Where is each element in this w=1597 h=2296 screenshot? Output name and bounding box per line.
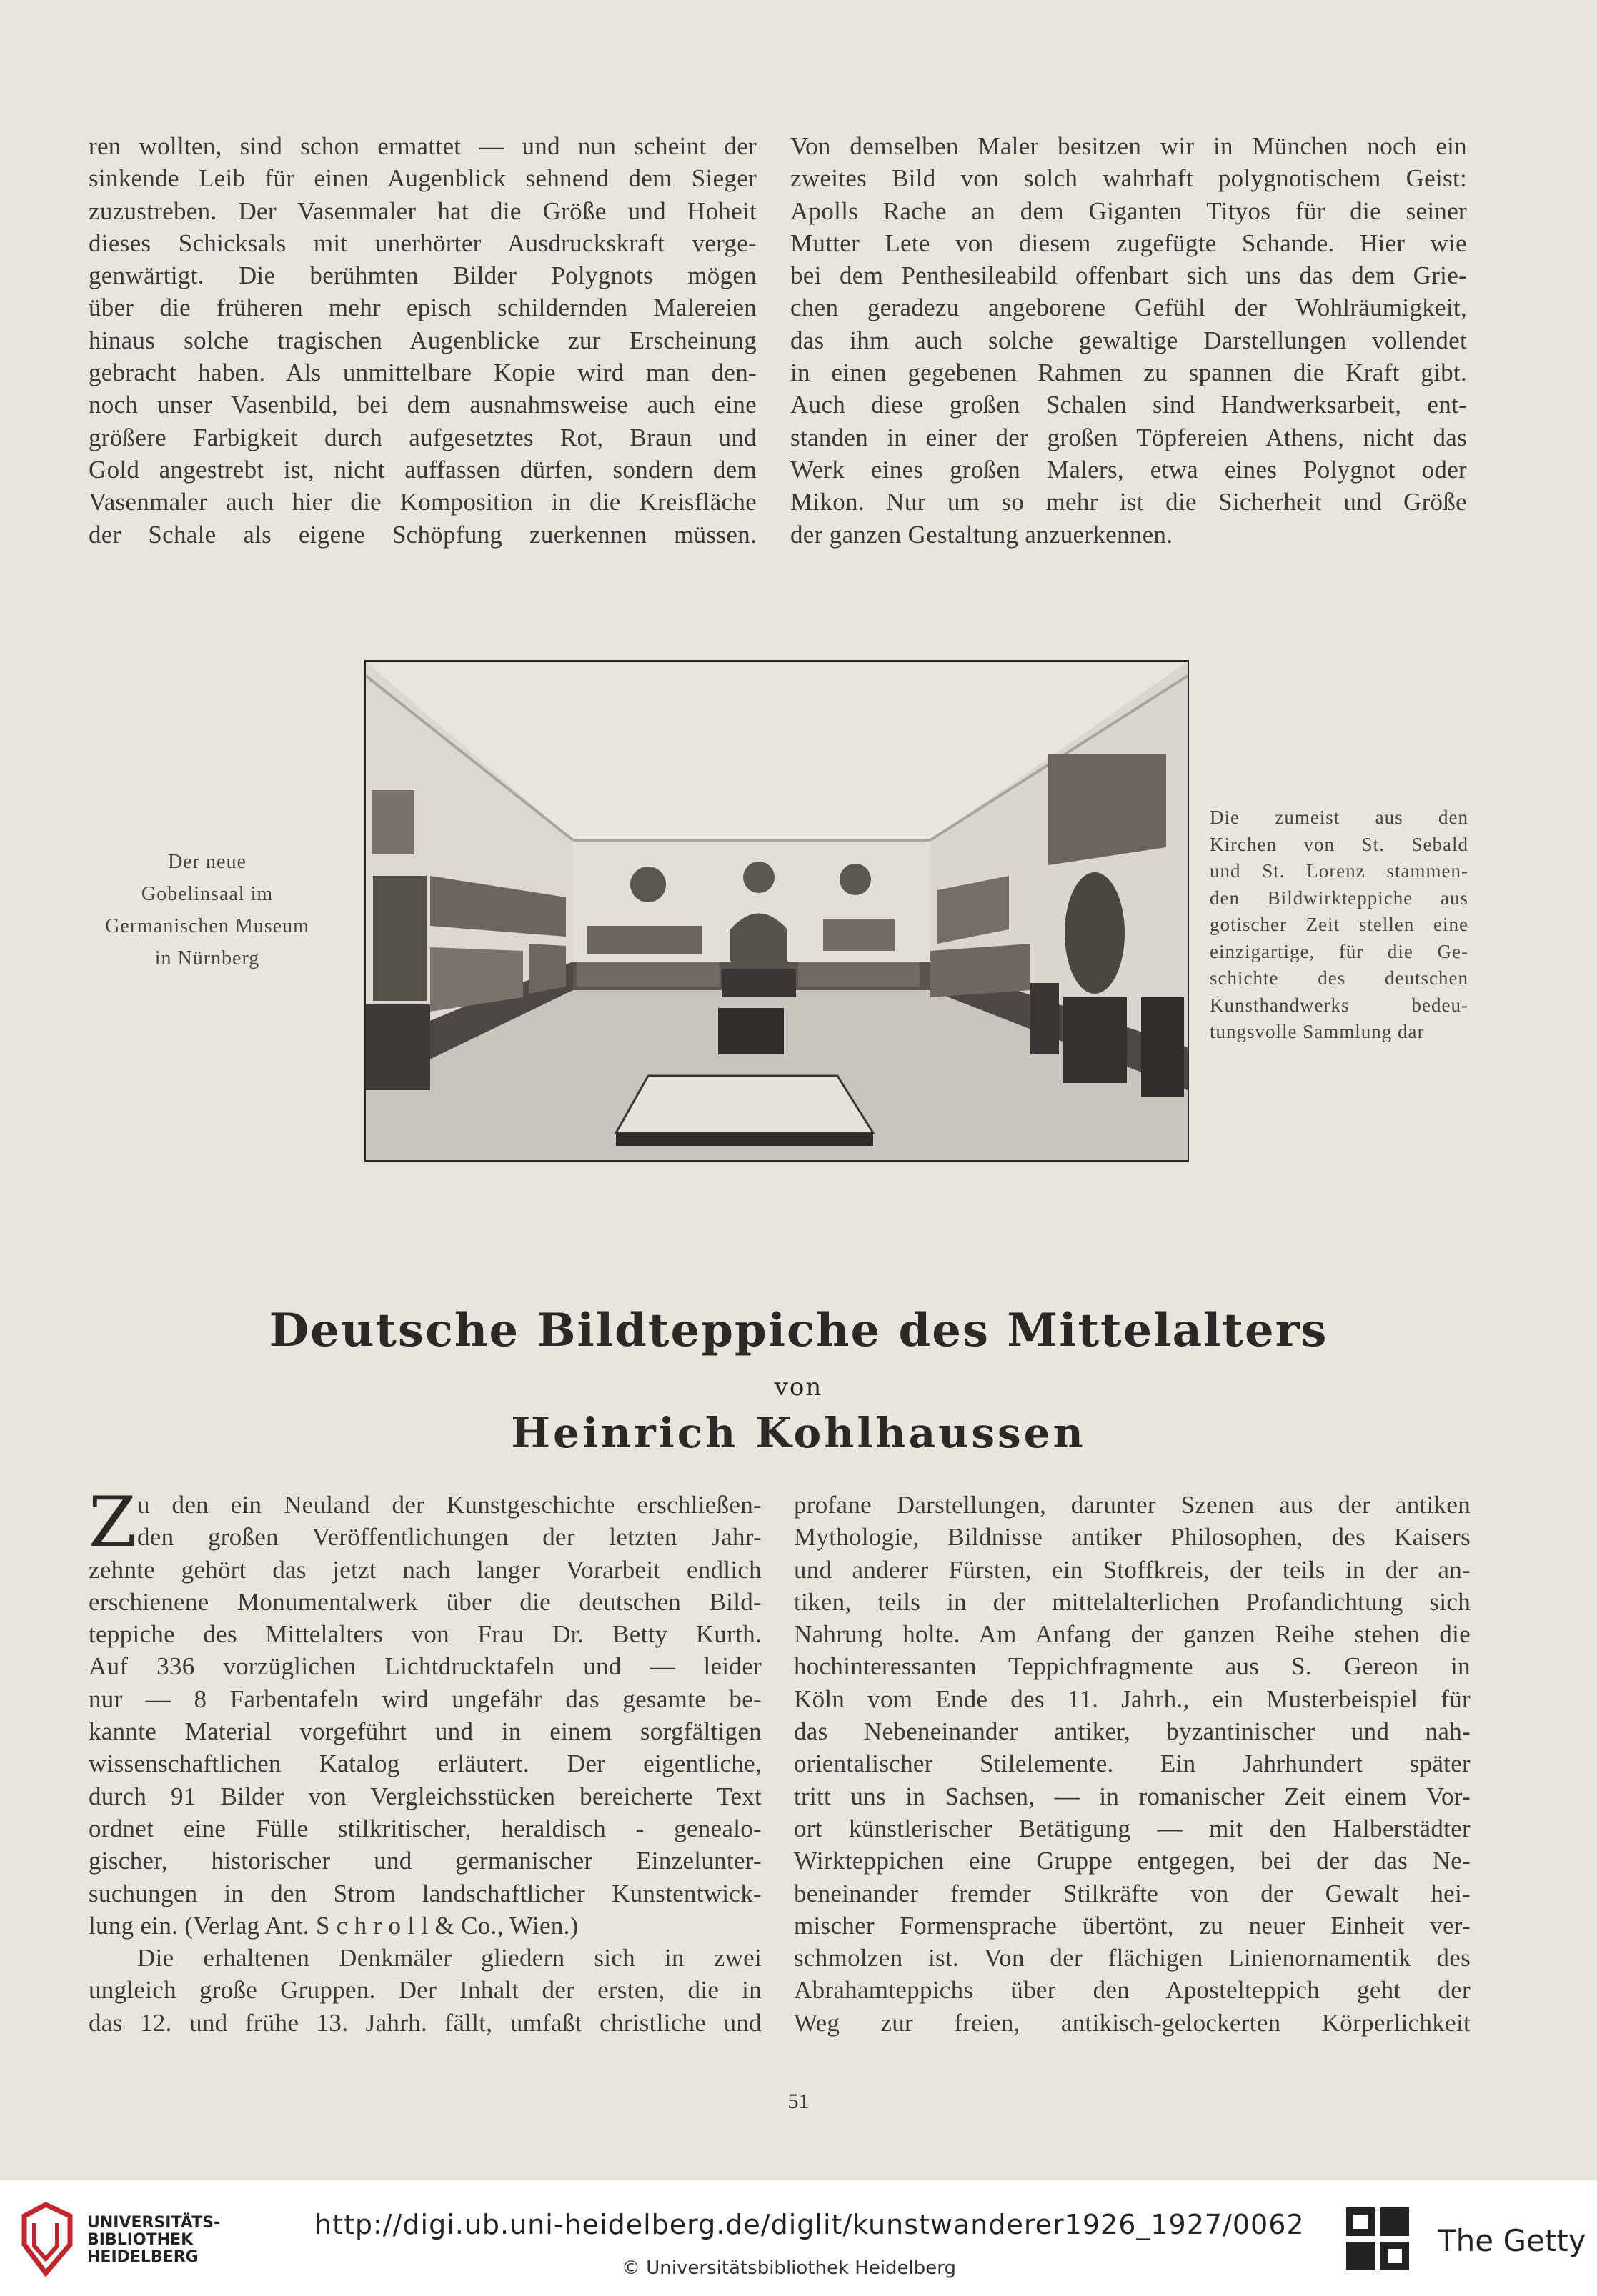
text-line: Auf 336 vorzüglichen Lichtdrucktafeln und — leider <box>89 1652 762 1681</box>
caption-line: tungsvolle Sammlung dar <box>1210 1021 1425 1042</box>
text-line: Von demselben Maler besitzen wir in München noch ein <box>790 132 1467 160</box>
text-line: erschienene Monumentalwerk über die deutschen Bild- <box>89 1587 762 1616</box>
caption-line: in Nürnberg <box>154 947 260 969</box>
text-line: genwärtigt. Die berühmten Bilder Polygnots mögen <box>89 261 757 290</box>
caption-line: schichte des deutschen <box>1210 967 1468 989</box>
text-line: Köln vom Ende des 11. Jahrh., ein Musterbeispiel für <box>794 1684 1471 1713</box>
text-line: orientalischer Stilelemente. Ein Jahrhundert später <box>794 1750 1471 1778</box>
text-line: in einen gegebenen Rahmen zu spannen die Kraft gibt. <box>790 359 1467 387</box>
caption-line: Die zumeist aus den <box>1210 807 1468 828</box>
photo-caption-left <box>79 846 336 974</box>
source-url-link[interactable]: http://digi.ub.uni-heidelberg.de/diglit/kunstwanderer1926_1927/0062 <box>314 2209 1305 2240</box>
text-line: dieses Schicksals mit unerhörter Ausdruckskraft verge- <box>89 229 757 257</box>
caption-line: Der neue <box>168 851 247 873</box>
caption-line: Kirchen von St. Sebald <box>1210 833 1468 855</box>
copyright-notice: © Universitätsbibliothek Heidelberg <box>622 2257 957 2279</box>
text-line: Werk eines großen Malers, etwa eines Polygnot oder <box>790 455 1467 484</box>
caption-line: Kunsthandwerks bedeu- <box>1210 994 1468 1016</box>
text-line: Gold angestrebt ist, nicht auffassen dürfen, sondern dem <box>89 455 757 484</box>
text-line: standen in einer der großen Töpfereien Athens, nicht das <box>790 423 1467 451</box>
text-line: kannte Material vorgeführt und in einem sorgfältigen <box>89 1717 762 1746</box>
text-line: Weg zur freien, antikisch-gelockerten Körperlichkeit <box>794 2008 1471 2037</box>
text-line: zuzustreben. Der Vasenmaler hat die Größe und Hoheit <box>89 196 757 225</box>
text-line: tiken, teils in der mittelalterlichen Profandichtung sich <box>794 1587 1471 1616</box>
photo-caption-right <box>1210 804 1468 1046</box>
text-line: Mythologie, Bildnisse antiker Philosophen, des Kaisers <box>794 1523 1471 1552</box>
text-line: Abrahamteppichs über den Apostelteppich geht der <box>794 1976 1471 2005</box>
text-line: der ganzen Gestaltung anzuerkennen. <box>790 520 1173 549</box>
text-line: hochinteressanten Teppichfragmente aus S. Gereon in <box>794 1652 1471 1681</box>
text-line: das 12. und frühe 13. Jahrh. fällt, umfaßt christliche und <box>89 2008 762 2037</box>
text-line: bei dem Penthesileabild offenbart sich uns das dem Grie- <box>790 261 1467 290</box>
text-line: zehnte gehört das jetzt nach langer Vorarbeit endlich <box>89 1555 762 1584</box>
text-line: lung ein. (Verlag Ant. S c h r o l l & Co., Wien.) <box>89 1911 579 1940</box>
text-line: profane Darstellungen, darunter Szenen aus der antiken <box>794 1491 1471 1519</box>
library-name-line: BIBLIOTHEK <box>87 2231 194 2249</box>
text-line: größere Farbigkeit durch aufgesetztes Rot, Braun und <box>89 423 757 451</box>
text-column-top-left <box>89 130 757 551</box>
text-line: durch 91 Bilder von Vergleichsstücken bereicherte Text <box>89 1782 762 1810</box>
text-line: Mikon. Nur um so mehr ist die Sicherheit und Größe <box>790 488 1467 516</box>
text-line: das Nebeneinander antiker, byzantinischer und nah- <box>794 1717 1471 1746</box>
text-line: und anderer Fürsten, ein Stoffkreis, der teils in der an- <box>794 1555 1471 1584</box>
caption-line: einzigartige, für die Ge- <box>1210 940 1468 962</box>
text-line: ren wollten, sind schon ermattet — und nun scheint der <box>89 132 757 160</box>
text-line: den großen Veröffentlichungen der letzten Jahr- <box>137 1523 762 1552</box>
text-line: das ihm auch solche gewaltige Darstellungen vollendet <box>790 326 1467 354</box>
text-line: sinkende Leib für einen Augenblick sehnend dem Sieger <box>89 164 757 193</box>
text-line: teppiche des Mittelalters von Frau Dr. Betty Kurth. <box>89 1620 762 1649</box>
text-line: zweites Bild von solch wahrhaft polygnotischem Geist: <box>790 164 1467 193</box>
text-line: schmolzen ist. Von der flächigen Linienornamentik des <box>794 1944 1471 1972</box>
article-author: Heinrich Kohlhaussen <box>511 1409 1086 1457</box>
text-line: ungleich große Gruppen. Der Inhalt der ersten, die in <box>89 1976 762 2005</box>
text-column-bottom-right <box>794 1489 1471 2039</box>
text-line: Vasenmaler auch hier die Komposition in die Kreisfläche <box>89 488 757 516</box>
page-number: 51 <box>787 2090 810 2113</box>
text-line: Wirkteppichen eine Gruppe entgegen, bei der das Ne- <box>794 1847 1471 1875</box>
library-name-line: UNIVERSITÄTS- <box>87 2214 221 2232</box>
text-line: tritt uns in Sachsen, — in romanischer Zeit einem Vor- <box>794 1782 1471 1810</box>
caption-line: Germanischen Museum <box>105 915 309 937</box>
digital-library-footer <box>0 2180 1597 2296</box>
text-column-bottom-left <box>89 1482 762 2039</box>
caption-line: und St. Lorenz stammen- <box>1210 860 1468 882</box>
library-name-line: HEIDELBERG <box>87 2248 199 2266</box>
text-line: nur — 8 Farbentafeln wird ungefähr das gesamte be- <box>89 1684 762 1713</box>
caption-line: Gobelinsaal im <box>141 883 274 905</box>
text-line: der Schale als eigene Schöpfung zuerkennen müssen. <box>89 520 757 549</box>
caption-line: den Bildwirkteppiche aus <box>1210 887 1468 909</box>
text-line: Apolls Rache an dem Giganten Tityos für die seiner <box>790 196 1467 225</box>
ub-heidelberg-logo-icon <box>17 2202 77 2282</box>
text-line: noch unser Vasenbild, bei dem ausnahmsweise auch eine <box>89 391 757 419</box>
text-column-top-right <box>790 130 1467 551</box>
library-name <box>87 2215 220 2266</box>
article-title: Deutsche Bildteppiche des Mittelalters <box>269 1304 1328 1357</box>
text-line: ort künstlerischer Betätigung — mit den Halberstädter <box>794 1814 1471 1842</box>
museum-hall-photograph <box>364 660 1189 1162</box>
text-line: gebracht haben. Als unmittelbare Kopie wird man den- <box>89 359 757 387</box>
getty-logo-icon <box>1343 2205 1412 2285</box>
text-line: ordnet eine Fülle stilkritischer, heraldisch - genealo- <box>89 1814 762 1842</box>
caption-line: gotischer Zeit stellen eine <box>1210 914 1468 935</box>
text-line: beneinander fremder Stilkräfte von der Gewalt hei- <box>794 1879 1471 1907</box>
text-line: Die erhaltenen Denkmäler gliedern sich in zwei <box>137 1944 762 1972</box>
text-line: mischer Formensprache übertönt, zu neuer Einheit ver- <box>794 1911 1471 1940</box>
text-line: Nahrung holte. Am Anfang der ganzen Reihe stehen die <box>794 1620 1471 1649</box>
byline-von: von <box>774 1373 823 1402</box>
text-line: u den ein Neuland der Kunstgeschichte erschließen- <box>137 1491 762 1519</box>
getty-wordmark: The Getty <box>1438 2223 1586 2258</box>
text-line: Auch diese großen Schalen sind Handwerksarbeit, ent- <box>790 391 1467 419</box>
text-line: wissenschaftlichen Katalog erläutert. Der eigentliche, <box>89 1750 762 1778</box>
drop-cap: Z <box>89 1482 136 1562</box>
text-line: Mutter Lete von diesem zugefügte Schande. Hier wie <box>790 229 1467 257</box>
text-line: chen geradezu angeborene Gefühl der Wohlräumigkeit, <box>790 294 1467 322</box>
text-line: gischer, historischer und germanischer Einzelunter- <box>89 1847 762 1875</box>
text-line: hinaus solche tragischen Augenblicke zur Erscheinung <box>89 326 757 354</box>
text-line: suchungen in den Strom landschaftlicher Kunstentwick- <box>89 1879 762 1907</box>
text-line: über die früheren mehr episch schildernden Malereien <box>89 294 757 322</box>
